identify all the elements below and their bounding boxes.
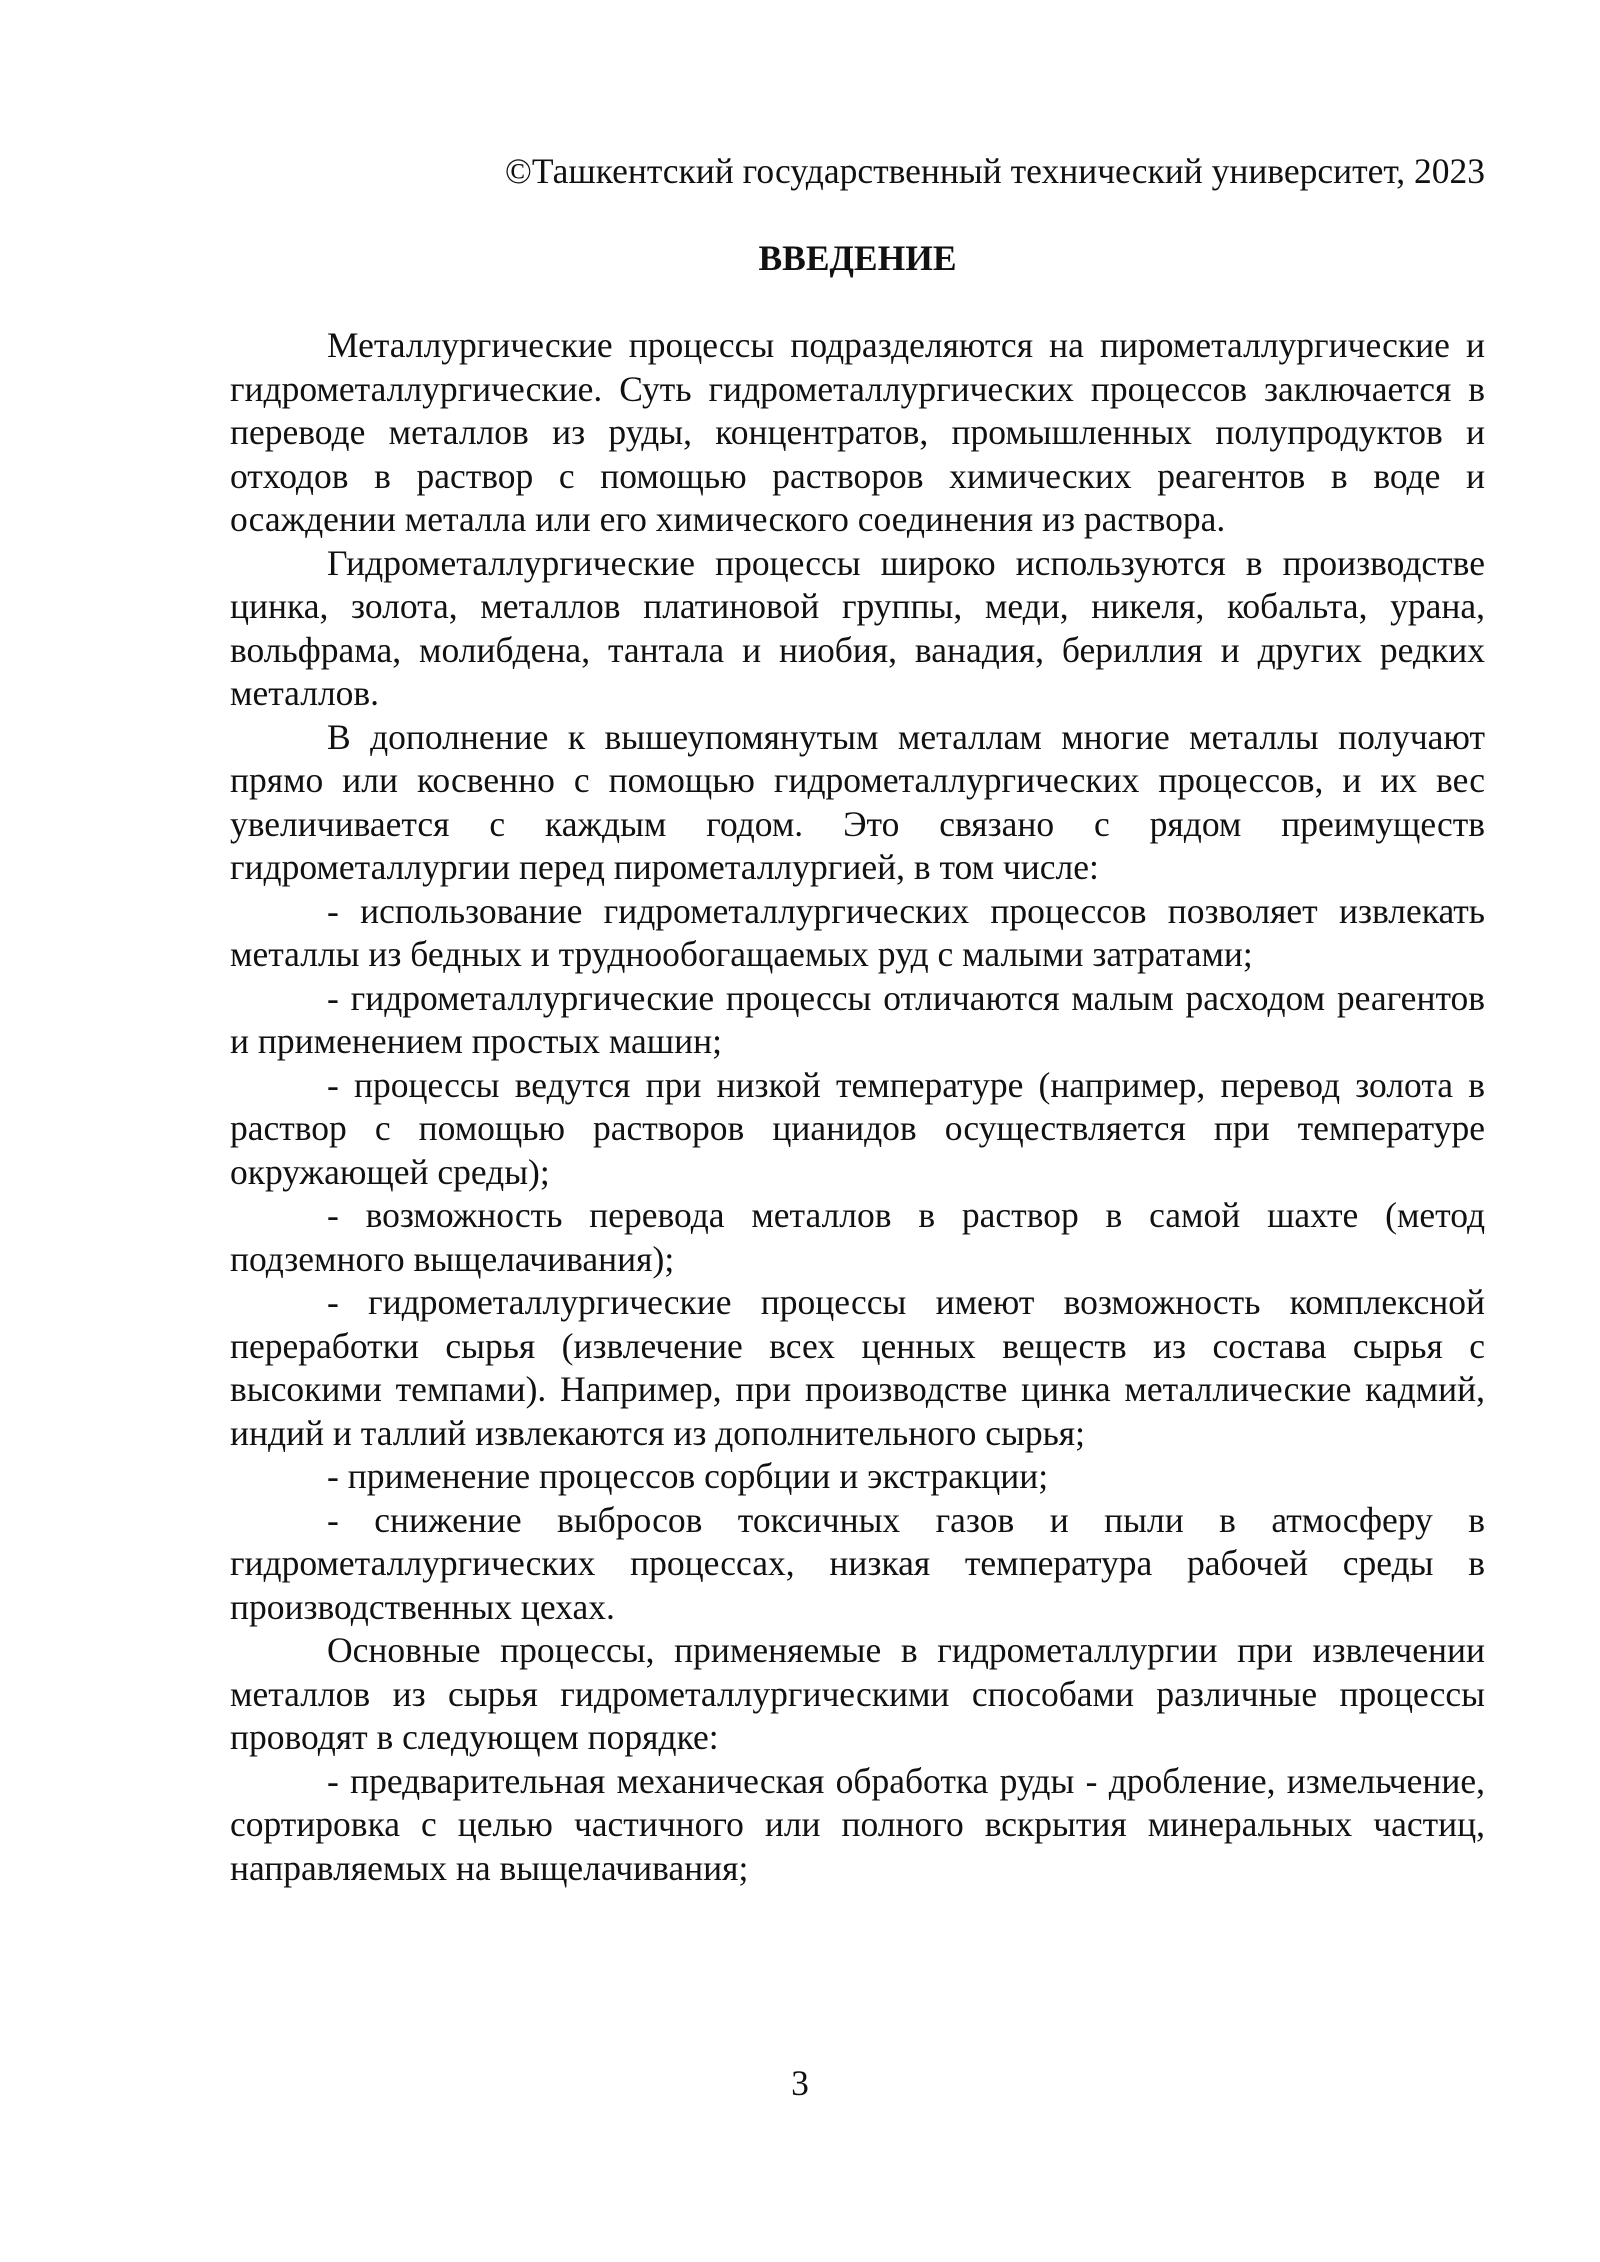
copyright-line: ©Ташкентский государственный технический университет, 2023 bbox=[504, 151, 1485, 191]
list-item: - предварительная механическая обработка руды - дробление, измельчение, сортировка с целью частичного или полного вскрытия минеральных частиц, направляемых на выщелачивания; bbox=[230, 1760, 1485, 1888]
list-item: - возможность перевода металлов в раствор в самой шахте (метод подземного выщелачивания); bbox=[230, 1195, 1485, 1279]
paragraph: Основные процессы, применяемые в гидрометаллургии при извлечении металлов из сырья гидрометаллургическими способами различные процессы проводят в следующем порядке: bbox=[230, 1630, 1485, 1757]
document-page bbox=[230, 150, 1485, 1890]
page-number: 3 bbox=[791, 2063, 809, 2103]
list-item: - гидрометаллургические процессы имеют возможность комплексной переработки сырья (извлечение всех ценных веществ из состава сырья с высокими темпами). Например, при производстве цинка металлические кадмий, индий и таллий извлекаются из дополнительного сырья; bbox=[230, 1282, 1485, 1453]
list-item: - снижение выбросов токсичных газов и пыли в атмосферу в гидрометаллургических процессах, низкая температура рабочей среды в производственных цехах. bbox=[230, 1499, 1485, 1627]
paragraph: Металлургические процессы подразделяются на пирометаллургические и гидрометаллургические. Суть гидрометаллургических процессов заключается в переводе металлов из руды, концентратов, промышленных полупродуктов и отходов в раствор с помощью растворов химических реагентов в воде и осаждении металла или его химического соединения из раствора. bbox=[230, 325, 1485, 539]
list-item: - использование гидрометаллургических процессов позволяет извлекать металлы из бедных и труднообогащаемых руд с малыми затратами; bbox=[230, 890, 1485, 974]
list-item: - применение процессов сорбции и экстракции; bbox=[327, 1456, 1049, 1496]
section-heading: ВВЕДЕНИЕ bbox=[758, 238, 957, 278]
list-item: - процессы ведутся при низкой температуре (например, перевод золота в раствор с помощью растворов цианидов осуществляется при температуре окружающей среды); bbox=[230, 1064, 1485, 1192]
paragraph: В дополнение к вышеупомянутым металлам многие металлы получают прямо или косвенно с помощью гидрометаллургических процессов, и их вес увеличивается с каждым годом. Это связано с рядом преимуществ гидрометаллургии перед пирометаллургией, в том числе: bbox=[230, 716, 1485, 887]
list-item: - гидрометаллургические процессы отличаются малым расходом реагентов и применением простых машин; bbox=[230, 977, 1485, 1061]
paragraph: Гидрометаллургические процессы широко используются в производстве цинка, золота, металлов платиновой группы, меди, никеля, кобальта, урана, вольфрама, молибдена, тантала и ниобия, ванадия, бериллия и других редких металлов. bbox=[230, 542, 1485, 713]
